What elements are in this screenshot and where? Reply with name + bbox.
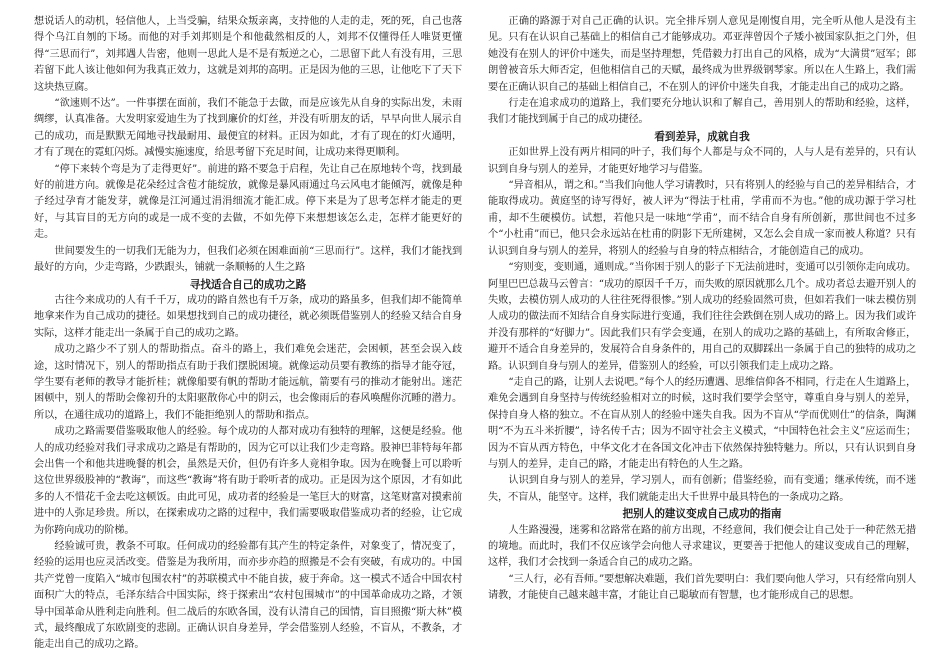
paragraph: 成功之路需要借鉴吸取他人的经验。每个成功的人都对成功有独特的理解，这便是经验。他人的成功经验对我们寻求成功之路是有帮助的，因为它可以让我们少走弯路。股神巴菲特每年都会出售一个和他共进晚餐的机会，虽然是天价，但仍有许多人竟相争取。因为在晚餐上可以聆听这位世界级股神的“教诲”，而这些“教诲”将有助于聆听者的成功。正是因为这个原因，才有如此多的人不惜花千金去吃这顿饭。由此可见，成功者的经验是一笔巨大的财富，这笔财富对摸索前进中的人弥足珍贵。所以，在探索成功之路的过程中，我们需要吸取借鉴成功者的经验，让它成为你跨向成功的阶梯。 xyxy=(34,426,462,536)
paragraph: “穷则变，变则通，通则成。”当你困于别人的影子下无法前进时，变通可以引领你走向成功。阿里巴巴总裁马云曾言：“成功的原因千千万，而失败的原因就那么几个。成功者总去避开别人的失败，去模仿别人成功的人往往死得很惨。”别人成功的经验固然可贵，但如若我们一味去模仿别人成功的做法而不知结合自身实际进行变通，我们往往会跌倒在别人成功的路上。因为我们或许并没有那样的“好脚力”。因此我们只有学会变通，在别人的成功之路的基础上，有所取舍修正，避开不适合自身差异的，发展符合自身条件的，用自己的双脚踩出一条属于自己的独特的成功之路。认识到自身与别人的差异，借鉴别人的经验，可以引领我们走上成功之路。 xyxy=(488,262,916,372)
paragraph: 想说话人的动机，轻信他人，上当受骗，结果众叛亲离，支持他的人走的走，死的死，自己也落得个乌江自刎的下场。而他的对手刘邦则是个和他截然相反的人，刘邦不仅懂得任人唯贤更懂得“三思而行”，刘邦遇人告密，他则一思此人是不是有叛逆之心，二思留下此人有没有用，三思若留下此人该让他如何为我真正效力，这就是刘邦的高明。正是因为他的三思，让他吃下了天下这块热豆腐。 xyxy=(34,16,462,93)
essay-title: 把别人的建议变成自己成功的指南 xyxy=(622,508,782,521)
paragraph: 认识到自身与别人的差异，学习别人，而有创新；借鉴经验，而有变通；继承传统，而不迷失，不盲从，能坚守。这样，我们就能走出大千世界中最具特色的一条成功之路。 xyxy=(488,475,916,503)
paragraph: 世间要发生的一切我们无能为力，但我们必须在困难面前“三思而行”。这样，我们才能找到最好的方向，少走弯路，少跌跟头，铺就一条顺畅的人生之路 xyxy=(34,245,462,274)
paragraph: “异音相从，谓之和。”当我们向他人学习请教时，只有将别人的经验与自己的差异相结合，才能取得成功。黄庭坚的诗写得好，被人评为“得法于杜甫，学甫而不为也。”他的成功源于学习杜甫，却不生硬模仿。试想，若他只是一味地“学甫”，而不结合自身有所创新，那世间也不过多个“小杜甫”而已，他只会永远站在杜甫的阴影下无所建树，又怎么会自成一家而被人称道？只有认识到自身与别人的差异，将别人的经验与自身的特点相结合，才能创造自己的成功。 xyxy=(488,180,916,257)
paragraph: “欲速则不达”。一件事摆在面前，我们不能急于去做，而是应该先从自身的实际出发，未雨绸缪，认真准备。大发明家爱迪生为了找到廉价的灯丝，并没有听朋友的话，早早向世人展示自己的成功，而是默默无闻地寻找最耐用、最便宜的材料。正因为如此，才有了现在的灯火通明，才有了现在的霓虹闪烁。减慢实施速度，给思考留下充足时间，让成功来得更顺利。 xyxy=(34,98,462,159)
paragraph: 古往今来成功的人有千千万，成功的路自然也有千万条，成功的路虽多，但我们却不能简单地拿来作为自己成功的捷径。如果想找到自己的成功捷径，就必须既借鉴别人的经验又结合自身实际，这样才能走出一条属于自己的成功之路。 xyxy=(34,294,462,339)
paragraph: 正如世界上没有两片相同的叶子，我们每个人都是与众不同的，人与人是有差异的，只有认识到自身与别人的差异，才能更好地学习与借鉴。 xyxy=(488,147,916,175)
paragraph: “走自己的路，让别人去说吧。”每个人的经历遭遇、思维信仰各不相同，行走在人生道路上，难免会遇到自身坚持与传统经验相对立的时候，这时我们要学会坚守，尊重自身与别人的差异，保持自身人格的独立。不在盲从别人的经验中迷失自我。因为不盲从“学而优则仕”的信条，陶渊明“不为五斗米折腰”，诗名传千古；因为不固守社会主义模式，“中国特色社会主义”应运而生；因为不盲从西方特色，中华文化才在各国文化冲击下依然保持独特魅力。所以，只有认识到自身与别人的差异，走自己的路，才能走出有特色的人生之路。 xyxy=(488,376,916,470)
paragraph: “三人行，必有吾师。”要想解决难题，我们首先要明白：我们要向他人学习，只有经常向别人请教，才能使自己越来越丰富，才能让自己聪敏而有智慧，也才能形成自己的思想。 xyxy=(488,573,916,602)
paragraph: 正确的路源于对自己正确的认识。完全排斥别人意见是刚愎自用，完全听从他人是没有主见。只有在认识自己基础上的相信自己才能够成功。邓亚萍曾因个子矮小被国家队拒之门外，但她没有在别人的评价中迷失，而是坚持理想，凭借毅力打出自己的风格，成为“大满贯”冠军；郎朗曾被音乐大师否定，但他相信自己的天赋，最终成为世界级钢琴家。所以在人生路上，我们需要在正确认识自己的基础上相信自己，不在别人的评价中迷失自我，才能走出自己的成功之路。 xyxy=(488,16,916,93)
paragraph: 经验诚可贵，教条不可取。任何成功的经验都有其产生的特定条件，对象变了，情况变了，经验的运用也应灵活改变。借鉴是为我所用，而亦步亦趋的照搬是不会有突破，有成功的。中国共产党曾一度陷入“城市包围农村”的苏联模式中不能自拔，疲于奔命。这一模式不适合中国农村面积广大的特点，毛泽东结合中国实际，终于探索出“农村包围城市”的中国革命成功之路，才领导中国革命从胜利走向胜利。但二战后的东欧各国，没有认清自己的国情，盲目照搬“斯大林”模式，最终酿成了东欧剧变的悲剧。正确认识自身差异，学会借鉴别人经验，不盲从，不教条，才能走出自己的成功之路。 xyxy=(34,541,462,651)
paragraph: “停下来转个弯是为了走得更好”。前进的路不要急于启程，先让自己在原地转个弯，找到最好的前进方向。就像是花朵经过含苞才能绽放，就像是暴风雨通过乌云风电才能倾泻，就像是种子经过孕育才能发芽，就像是江河通过涓涓细流才能汇成。停下来是为了思考怎样才能走的更好，与其盲目的无方向的或是一成不变的去做，不如先停下来想想该怎么走，怎样才能更好的走。 xyxy=(34,163,462,241)
right-column xyxy=(488,14,916,664)
left-column xyxy=(34,14,462,664)
paragraph: 成功之路少不了别人的帮助指点。奋斗的路上，我们难免会迷茫，会困顿，甚至会误入歧途，这时情况下，别人的帮助指点有助于我们摆脱困境。就像运动员要有教练的指导才能夺冠，学生要有老师的教导才能折桂；就像船要有帆的帮助才能远航，箭要有弓的推动才能射出。迷茫困顿中，别人的帮助会像初升的太阳驱散你心中的阴云，也会像雨后的春风唤醒你沉睡的潜力。所以，在通往成功的道路上，我们不能拒绝别人的帮助和指点。 xyxy=(34,344,462,421)
paragraph: 人生路漫漫，迷雾和岔路常在路的前方出现，不经意间，我们便会让自己处于一种茫然无措的境地。而此时，我们不仅应该学会向他人寻求建议，更要善于把他人的建议变成自己的理解，这样，我们才会找到一条适合自己的成功之路。 xyxy=(488,524,916,569)
essay-title: 看到差异，成就自我 xyxy=(654,130,750,143)
paragraph: 行走在追求成功的道路上，我们要充分地认识和了解自己，善用别人的帮助和经验，这样，我们才能找到属于自己的成功捷径。 xyxy=(488,98,916,126)
essay-title: 寻找适合自己的成功之路 xyxy=(189,278,307,291)
